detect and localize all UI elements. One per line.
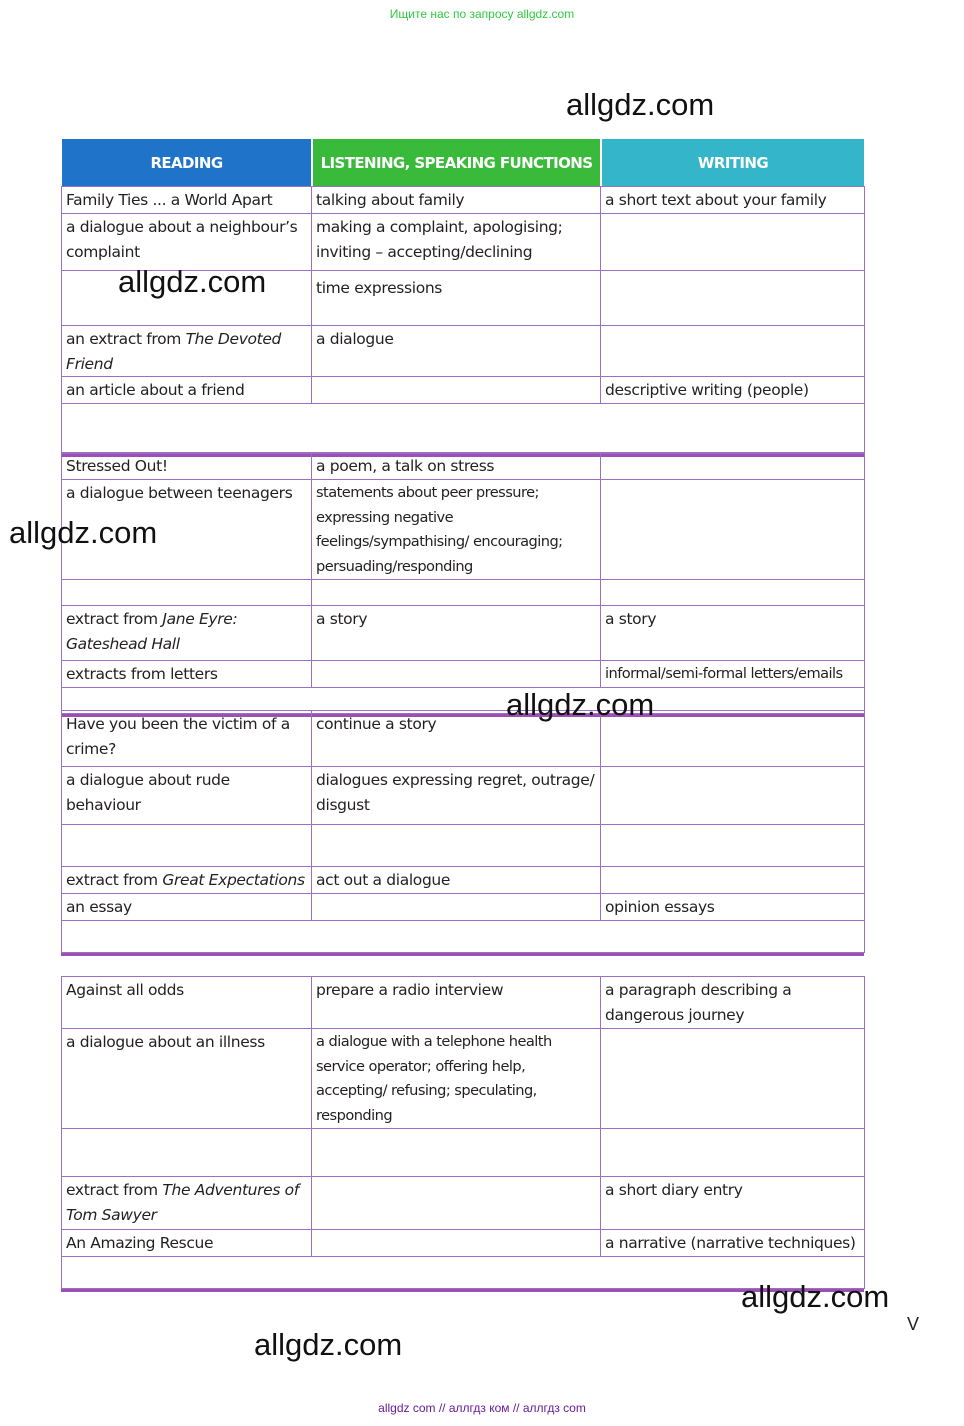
- cell-writing: [601, 1029, 865, 1129]
- table-row: [62, 661, 865, 688]
- cell-writing: [601, 271, 865, 326]
- table-row: [62, 187, 865, 214]
- cell-listening: dialogues expressing regret, outrage/ disgust: [312, 767, 601, 825]
- table-row: [62, 767, 865, 825]
- cell-reading: [62, 326, 312, 377]
- book-title: The Devoted Friend: [66, 330, 282, 373]
- cell-writing: [601, 214, 865, 271]
- reading-prefix: extract from: [66, 1181, 163, 1199]
- cell-writing: [601, 580, 865, 606]
- cell-writing: [601, 825, 865, 867]
- cell-reading: [62, 1177, 312, 1230]
- cell-listening: talking about family: [312, 187, 601, 214]
- cell-listening: making a complaint, apologising; inviting – accepting/declining: [312, 214, 601, 271]
- cell-reading: a dialogue about an illness: [62, 1029, 312, 1129]
- table-row: [62, 1177, 865, 1230]
- cell-reading: An Amazing Rescue: [62, 1230, 312, 1257]
- cell-listening: statements about peer pressure; expressing negative feelings/sympathising/ encouraging; persuading/responding: [312, 480, 601, 580]
- table-row: [62, 1029, 865, 1129]
- cell-reading: Stressed Out!: [62, 453, 312, 480]
- watermark: allgdz.com: [9, 515, 158, 550]
- cell-writing: [601, 867, 865, 894]
- cell-writing: opinion essays: [601, 894, 865, 921]
- table-row: [62, 377, 865, 404]
- cell-writing: [601, 453, 865, 480]
- cell-listening: [312, 825, 601, 867]
- cell-reading: Family Ties ... a World Apart: [62, 187, 312, 214]
- cell-reading: [62, 1129, 312, 1177]
- cell-reading: a dialogue about rude behaviour: [62, 767, 312, 825]
- unit-spacer: [62, 404, 865, 454]
- book-title: The Adventures of Tom Sawyer: [66, 1181, 299, 1224]
- table-row: [62, 1230, 865, 1257]
- watermark: allgdz.com: [254, 1327, 403, 1362]
- cell-writing: a narrative (narrative techniques): [601, 1230, 865, 1257]
- cell-reading: an essay: [62, 894, 312, 921]
- table-row: [62, 825, 865, 867]
- header-writing: WRITING: [600, 139, 864, 186]
- cell-reading: an article about a friend: [62, 377, 312, 404]
- cell-writing: [601, 480, 865, 580]
- cell-writing: a paragraph describing a dangerous journey: [601, 977, 865, 1029]
- table-header: [62, 139, 864, 186]
- book-title: Great Expectations: [162, 871, 305, 889]
- cell-writing: a story: [601, 606, 865, 661]
- cell-writing: a short text about your family: [601, 187, 865, 214]
- cell-writing: [601, 767, 865, 825]
- cell-listening: a story: [312, 606, 601, 661]
- reading-prefix: an extract from: [66, 330, 186, 348]
- cell-reading: [62, 867, 312, 894]
- cell-reading: a dialogue between teenagers: [62, 480, 312, 580]
- table-row: [62, 480, 865, 580]
- cell-listening: [312, 1129, 601, 1177]
- cell-listening: [312, 1177, 601, 1230]
- cell-reading: Have you been the victim of a crime?: [62, 711, 312, 767]
- watermark: allgdz.com: [506, 687, 655, 722]
- cell-listening: [312, 1230, 601, 1257]
- unit-spacer: [62, 921, 865, 953]
- table-row: [62, 977, 865, 1029]
- cell-listening: [312, 894, 601, 921]
- unit-3-block: [61, 710, 864, 956]
- table-row: [62, 921, 865, 953]
- cell-reading: [62, 825, 312, 867]
- table-row: [62, 606, 865, 661]
- watermark: allgdz.com: [741, 1279, 890, 1314]
- footer-links[interactable]: allgdz com // аллгдз ком // аллгдз com: [378, 1401, 586, 1415]
- cell-listening: [312, 377, 601, 404]
- table-row: [62, 894, 865, 921]
- cell-writing: a short diary entry: [601, 1177, 865, 1230]
- unit-2-block: [61, 452, 864, 717]
- table-row: [62, 711, 865, 767]
- watermark: allgdz.com: [118, 264, 267, 299]
- watermark: allgdz.com: [566, 87, 715, 122]
- cell-listening: time expressions: [312, 271, 601, 326]
- cell-listening: a dialogue: [312, 326, 601, 377]
- header-reading: READING: [62, 139, 311, 186]
- cell-reading: Against all odds: [62, 977, 312, 1029]
- cell-writing: [601, 1129, 865, 1177]
- cell-listening: prepare a radio interview: [312, 977, 601, 1029]
- table-row: [62, 404, 865, 454]
- top-search-note: Ищите нас по запросу allgdz.com: [389, 7, 575, 21]
- cell-listening: [312, 661, 601, 688]
- table-row: [62, 214, 865, 271]
- cell-writing: [601, 326, 865, 377]
- table-row: [62, 580, 865, 606]
- reading-prefix: extract from: [66, 871, 163, 889]
- page-number: V: [907, 1314, 920, 1334]
- cell-writing: informal/semi-formal letters/emails: [601, 661, 865, 688]
- cell-listening: act out a dialogue: [312, 867, 601, 894]
- unit-1-block: [61, 186, 864, 457]
- cell-listening: a poem, a talk on stress: [312, 453, 601, 480]
- table-row: [62, 1129, 865, 1177]
- cell-listening: [312, 580, 601, 606]
- table-row: [62, 867, 865, 894]
- cell-reading: [62, 580, 312, 606]
- cell-reading: a dialogue about a neighbour’s complaint: [62, 214, 312, 271]
- reading-prefix: extract from: [66, 610, 163, 628]
- unit-4-block: [61, 976, 864, 1292]
- table-row: [62, 326, 865, 377]
- cell-listening: continue a story: [312, 711, 601, 767]
- header-listening-speaking: LISTENING, SPEAKING FUNCTIONS: [311, 139, 600, 186]
- cell-reading: [62, 606, 312, 661]
- cell-writing: descriptive writing (people): [601, 377, 865, 404]
- table-row: [62, 453, 865, 480]
- cell-reading: extracts from letters: [62, 661, 312, 688]
- book-title: Jane Eyre: Gateshead Hall: [66, 610, 238, 653]
- cell-listening: a dialogue with a telephone health service operator; offering help, accepting/ refusing; speculating, responding: [312, 1029, 601, 1129]
